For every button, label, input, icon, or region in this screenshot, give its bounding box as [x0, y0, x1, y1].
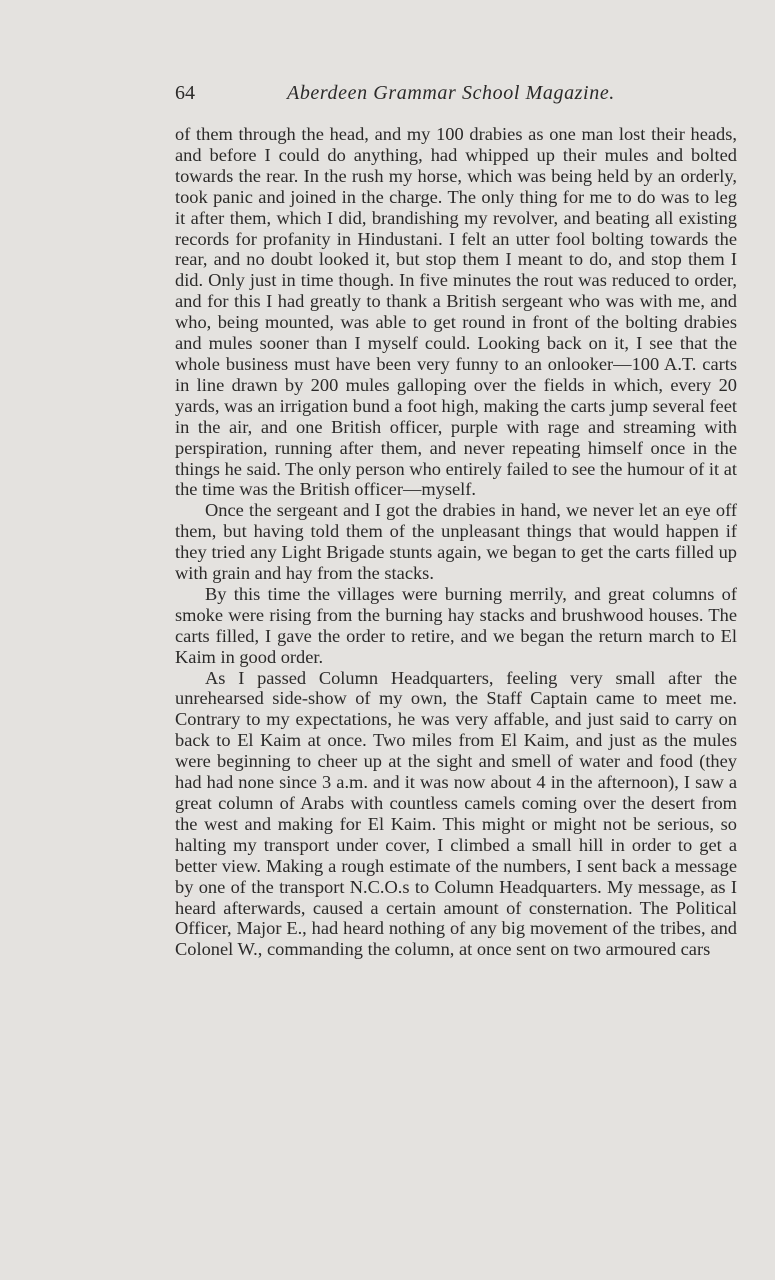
- paragraph-3: By this time the villages were burning merrily, and great columns of smoke were rising from the burning hay stacks and brushwood houses. The carts filled, I gave the order to retire, and we began the return march to El Kaim in good order.: [175, 583, 737, 667]
- paragraph-2: Once the sergeant and I got the drabies in hand, we never let an eye off them, but having told them of the unpleasant things that would happen if they tried any Light Brigade stunts again, we began to get the carts filled up with grain and hay from the stacks.: [175, 500, 737, 584]
- body-text: [175, 124, 737, 960]
- running-title: Aberdeen Grammar School Magazine.: [287, 82, 615, 104]
- paragraph-1: of them through the head, and my 100 drabies as one man lost their heads, and before I could do anything, had whipped up their mules and bolted towards the rear. In the rush my horse, which was being held by an orderly, took panic and joined in the charge. The only thing for me to do was to leg it after them, which I did, brandishing my revolver, and beating all existing records for profanity in Hindustani. I felt an utter fool bolting towards the rear, and no doubt looked it, but stop them I meant to do, and stop them I did. Only just in time though. In five minutes the rout was reduced to order, and for this I had greatly to thank a British sergeant who was with me, and who, being mounted, was able to get round in front of the bolting drabies and mules sooner than I myself could. Looking back on it, I see that the whole business must have been very funny to an onlooker—100 A.T. carts in line drawn by 200 mules galloping over the fields in which, every 20 yards, was an irrigation bund a foot high, making the carts jump several feet in the air, and one British officer, purple with rage and streaming with perspiration, running after them, and never repeating himself once in the things he said. The only person who entirely failed to see the humour of it at the time was the British officer—myself.: [175, 124, 737, 500]
- paragraph-4: As I passed Column Headquarters, feeling very small after the unrehearsed side-show of my own, the Staff Captain came to meet me. Contrary to my expectations, he was very affable, and just said to carry on back to El Kaim at once. Two miles from El Kaim, and just as the mules were beginning to cheer up at the sight and smell of water and food (they had had none since 3 a.m. and it was now about 4 in the afternoon), I saw a great column of Arabs with countless camels coming over the desert from the west and making for El Kaim. This might or might not be serious, so halting my transport under cover, I climbed a small hill in order to get a better view. Making a rough estimate of the numbers, I sent back a message by one of the transport N.C.O.s to Column Headquarters. My message, as I heard afterwards, caused a certain amount of consternation. The Political Officer, Major E., had heard nothing of any big movement of the tribes, and Colonel W., commanding the column, at once sent on two armoured cars: [175, 667, 737, 960]
- page-header: [175, 82, 655, 112]
- page-number: 64: [175, 82, 195, 104]
